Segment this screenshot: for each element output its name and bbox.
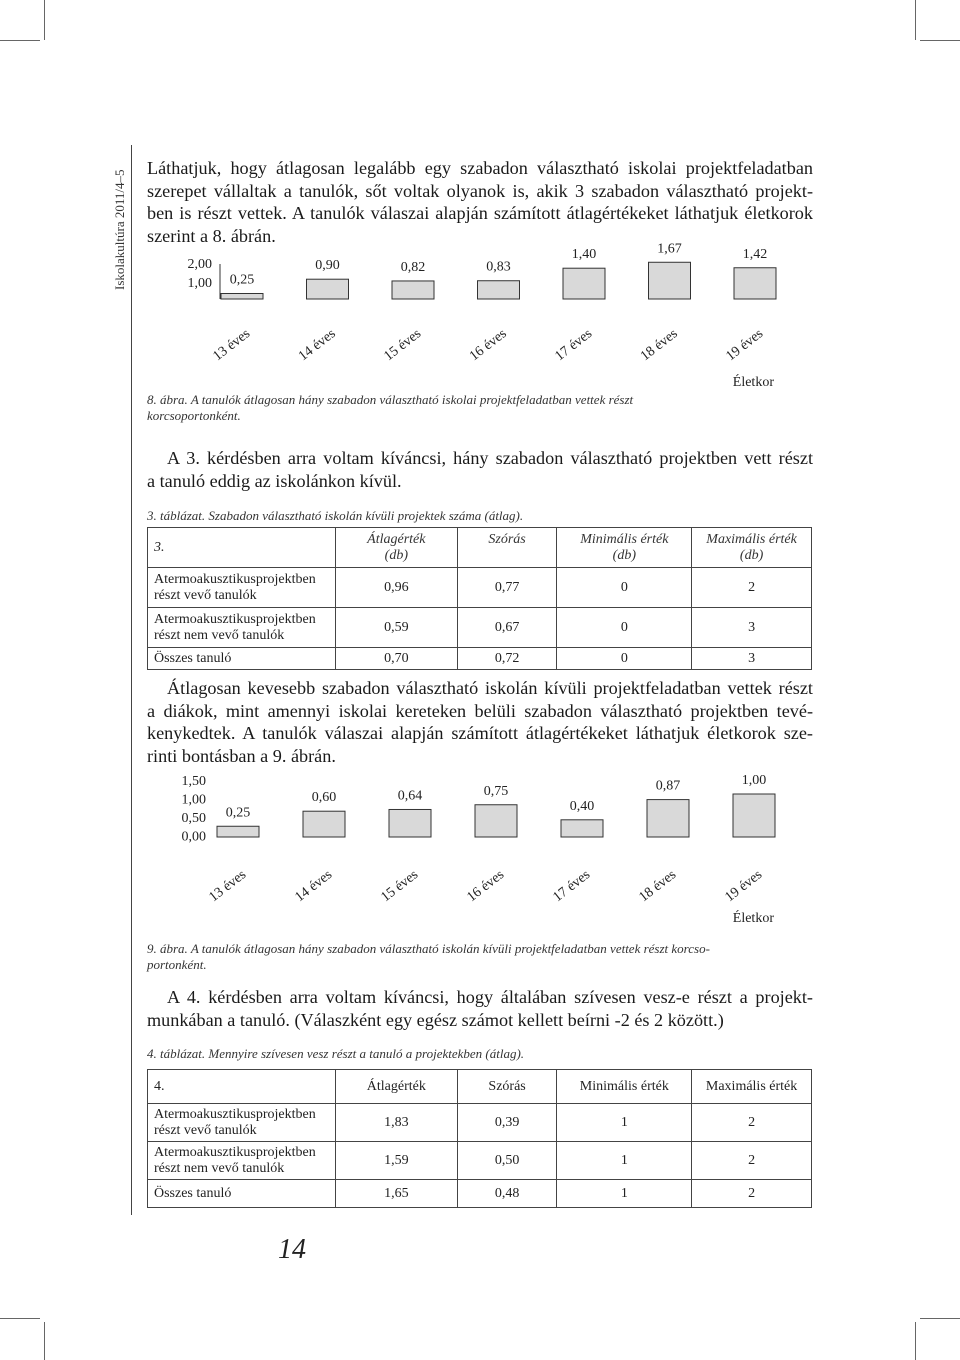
table-cell: 0 — [557, 568, 692, 608]
data-label: 0,82 — [400, 259, 426, 275]
bar — [649, 262, 691, 299]
category-label: 15 éves — [381, 326, 425, 365]
bar — [563, 268, 605, 299]
table-cell: 1,59 — [335, 1142, 457, 1180]
data-label: 1,42 — [742, 246, 768, 262]
x-axis-label: Életkor — [732, 911, 774, 926]
bar — [389, 809, 431, 837]
bar — [734, 268, 776, 299]
bar — [392, 281, 434, 299]
category-label: 13 éves — [210, 326, 254, 365]
category-label: 14 éves — [296, 326, 339, 365]
data-label: 0,60 — [311, 790, 337, 806]
paragraph-4 — [147, 986, 813, 1031]
table-cell: 3 — [692, 608, 812, 648]
row-label: Atermoakusztikusprojektben részt vevő tanulók — [148, 568, 336, 608]
text-line: A 3. kérdésben arra voltam kíváncsi, hány szabadon választható projektben vett részt — [167, 448, 813, 468]
caption-line: 8. ábra. A tanulók átlagosan hány szabadon választható iskolai projektfeladatban vettek részt — [147, 392, 634, 407]
data-label: 0,40 — [569, 798, 595, 814]
table-row — [148, 1180, 812, 1208]
row-label: Atermoakusztikusprojektben részt nem vevő tanulók — [148, 608, 336, 648]
caption-figure-8 — [147, 392, 737, 424]
bar — [307, 279, 349, 299]
table-row — [148, 1104, 812, 1142]
category-label: 16 éves — [464, 867, 508, 906]
margin-rule — [131, 145, 132, 1215]
caption-line: korcsoportonként. — [147, 408, 241, 423]
y-tick-label: 0,00 — [181, 829, 206, 845]
category-label: 18 éves — [636, 867, 680, 906]
paragraph-2 — [147, 447, 813, 492]
y-tick-label: 1,00 — [181, 792, 206, 808]
table-header-row — [148, 528, 812, 568]
crop-mark — [0, 40, 40, 41]
data-label: 0,25 — [225, 805, 251, 821]
y-tick-label: 1,50 — [181, 774, 206, 789]
data-label: 0,83 — [486, 259, 511, 275]
bar — [303, 811, 345, 837]
table-row — [148, 608, 812, 648]
y-tick-label: 0,50 — [181, 811, 206, 826]
bar — [478, 281, 520, 299]
table-cell: 0,96 — [335, 568, 457, 608]
paragraph-3 — [147, 677, 813, 767]
table-cell: 0,67 — [457, 608, 557, 648]
data-label: 1,40 — [571, 247, 597, 263]
category-label: 13 éves — [206, 867, 250, 906]
y-tick-label: 1,00 — [187, 276, 212, 291]
table-corner: 4. — [148, 1070, 336, 1104]
bar — [733, 794, 775, 837]
table-row — [148, 648, 812, 670]
text-line: a tanuló eddig az iskolánkon kívül. — [147, 470, 402, 491]
journal-label: Iskolakultúra 2011/4–5 — [112, 169, 127, 290]
text-line: szerepet vállaltak a tanulók, sőt voltak olyanok is, akik 3 szabadon választható projekt- — [147, 180, 813, 201]
header-cell: Minimális érték (db) — [557, 528, 692, 568]
crop-mark — [915, 0, 916, 40]
table-cell: 1 — [557, 1142, 692, 1180]
text-line: kenykedtek. A tanulók válaszai alapján számított átlagértékeket láthatjuk életkorok sze- — [147, 723, 813, 743]
crop-mark — [44, 1322, 45, 1360]
data-label: 1,00 — [741, 773, 767, 788]
category-label: 18 éves — [638, 326, 681, 365]
table-cell: 0,39 — [457, 1104, 557, 1142]
text-line: ben is részt vettek. A tanulók válaszai alapján számított átlagértékeket láthatjuk életkorok — [147, 203, 813, 223]
table-cell: 1 — [557, 1104, 692, 1142]
table-cell: 0,59 — [335, 608, 457, 648]
data-label: 0,25 — [229, 272, 255, 288]
table-cell: 0,77 — [457, 568, 557, 608]
caption-figure-9 — [147, 941, 817, 973]
table-row — [148, 568, 812, 608]
bar — [561, 820, 603, 837]
row-label: Atermoakusztikusprojektben részt vevő tanulók — [148, 1104, 336, 1142]
caption-table-4: 4. táblázat. Mennyire szívesen vesz részt a tanuló a projektekben (átlag). — [147, 1046, 525, 1061]
header-cell: Átlagérték — [335, 1070, 457, 1104]
table-cell: 0,70 — [335, 648, 457, 670]
crop-mark — [0, 1318, 40, 1319]
crop-mark — [915, 1322, 916, 1360]
table-cell: 2 — [692, 1142, 812, 1180]
chart-figure-9 — [140, 765, 820, 935]
row-label: Összes tanuló — [148, 648, 336, 670]
table-cell: 2 — [692, 568, 812, 608]
table-corner: 3. — [148, 528, 336, 568]
bar — [221, 294, 263, 300]
table-cell: 2 — [692, 1180, 812, 1208]
table-cell: 3 — [692, 648, 812, 670]
y-tick-label: 2,00 — [187, 257, 212, 272]
text-line: Átlagosan kevesebb szabadon választható iskolán kívüli projektfeladatban vettek részt — [167, 678, 813, 698]
page-number: 14 — [278, 1234, 306, 1265]
header-cell: Szórás — [457, 1070, 557, 1104]
table-header-row — [148, 1070, 812, 1104]
header-cell: Minimális érték — [557, 1070, 692, 1104]
crop-mark — [920, 40, 960, 41]
text-line: szerint a 8. ábrán. — [147, 225, 276, 246]
table-cell: 1,83 — [335, 1104, 457, 1142]
table-3 — [147, 527, 812, 670]
caption-table-3: 3. táblázat. Szabadon választható iskolán kívüli projektek száma (átlag). — [147, 508, 524, 523]
paragraph-1 — [147, 157, 813, 247]
category-label: 17 éves — [552, 326, 596, 365]
header-cell: Szórás — [457, 528, 557, 568]
category-label: 19 éves — [723, 326, 767, 365]
crop-mark — [44, 0, 45, 40]
category-label: 17 éves — [550, 867, 594, 906]
bar — [647, 800, 689, 837]
table-cell: 2 — [692, 1104, 812, 1142]
header-cell: Átlagérték (db) — [335, 528, 457, 568]
bar — [475, 805, 517, 837]
table-row — [148, 1142, 812, 1180]
header-cell: Maximális érték — [692, 1070, 812, 1104]
table-cell: 1,65 — [335, 1180, 457, 1208]
table-cell: 0,50 — [457, 1142, 557, 1180]
header-cell: Maximális érték (db) — [692, 528, 812, 568]
category-label: 15 éves — [378, 867, 422, 906]
text-line: rinti bontásban a 9. ábrán. — [147, 745, 336, 766]
data-label: 0,75 — [483, 783, 509, 799]
x-axis-label: Életkor — [732, 375, 774, 390]
text-line: a diákok, mint amennyi iskolai kereteken belüli szabadon választható projektben tevé- — [147, 700, 813, 721]
table-cell: 0 — [557, 648, 692, 670]
text-line: munkában a tanuló. (Válaszként egy egész számot kellett beírni -2 és 2 között.) — [147, 1009, 724, 1030]
bar — [217, 826, 259, 837]
row-label: Összes tanuló — [148, 1180, 336, 1208]
caption-line: 9. ábra. A tanulók átlagosan hány szabadon választható iskolán kívüli projektfeladatban vettek részt korcso- — [147, 941, 710, 956]
category-label: 16 éves — [467, 326, 510, 365]
table-4 — [147, 1069, 812, 1208]
category-label: 14 éves — [292, 867, 336, 906]
data-label: 0,64 — [397, 788, 423, 804]
chart-figure-8 — [140, 240, 820, 400]
text-line: A 4. kérdésben arra voltam kíváncsi, hogy általában szívesen vesz-e részt a projekt- — [167, 987, 813, 1007]
table-cell: 0,72 — [457, 648, 557, 670]
table-cell: 0 — [557, 608, 692, 648]
text-line: Láthatjuk, hogy átlagosan legalább egy szabadon választható iskolai projektfeladatban — [147, 158, 813, 178]
caption-line: portonként. — [147, 957, 207, 972]
table-cell: 1 — [557, 1180, 692, 1208]
data-label: 0,90 — [315, 258, 340, 274]
data-label: 1,67 — [657, 241, 682, 257]
row-label: Atermoakusztikusprojektben részt nem vevő tanulók — [148, 1142, 336, 1180]
category-label: 19 éves — [722, 867, 766, 906]
crop-mark — [920, 1318, 960, 1319]
table-cell: 0,48 — [457, 1180, 557, 1208]
data-label: 0,87 — [655, 778, 681, 794]
